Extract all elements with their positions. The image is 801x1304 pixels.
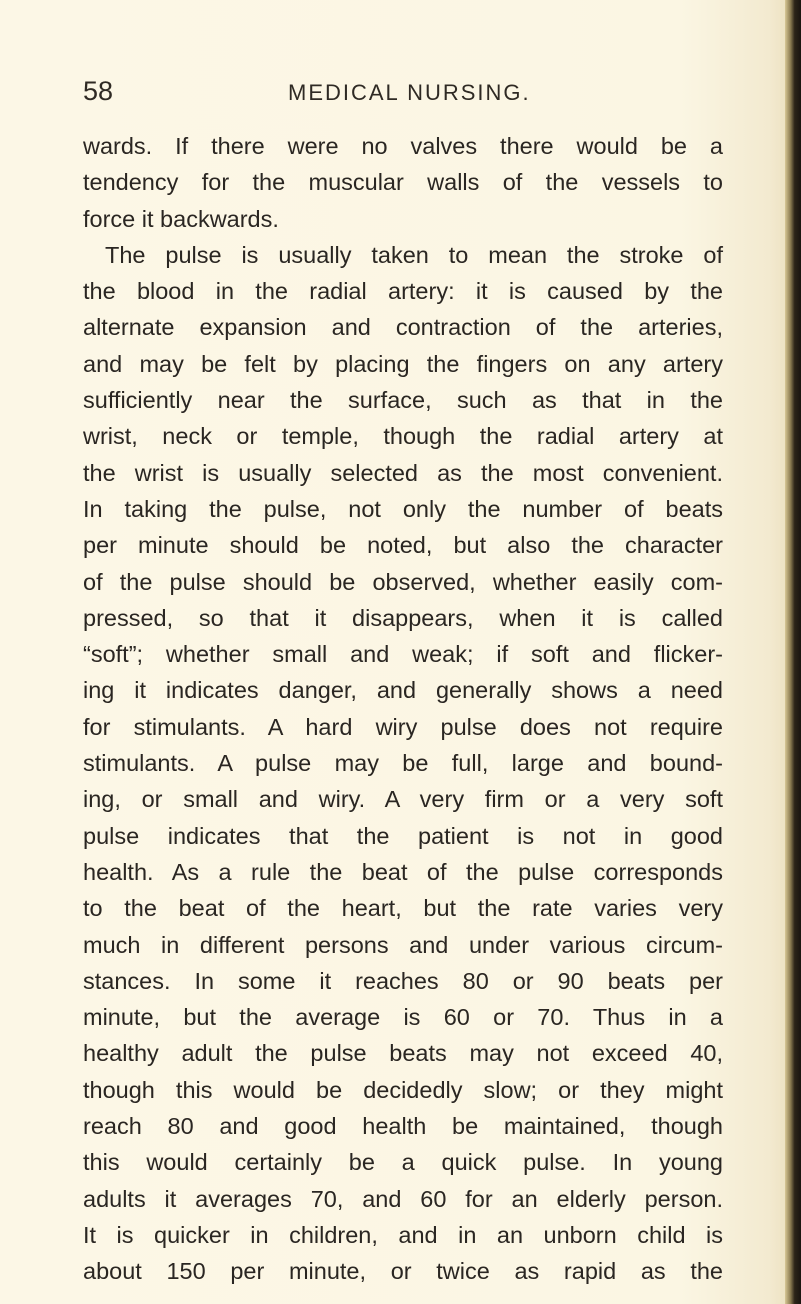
text-line: pressed, so that it disappears, when it is called (83, 604, 723, 631)
text-line: In taking the pulse, not only the number of beats (83, 495, 723, 522)
text-line: though this would be decidedly slow; or they might (83, 1076, 723, 1103)
text-line: the blood in the radial artery: it is caused by the (83, 278, 723, 305)
text-line: to the beat of the heart, but the rate varies very (83, 895, 723, 922)
text-line: about 150 per minute, or twice as rapid as the (83, 1258, 723, 1285)
text-line: per minute should be noted, but also the character (83, 532, 723, 559)
running-head: MEDICAL NURSING. (288, 80, 531, 105)
text-line: stimulants. A pulse may be full, large and bound- (83, 750, 723, 777)
text-line: wrist, neck or temple, though the radial artery at (83, 423, 723, 450)
text-line: and may be felt by placing the fingers on any artery (83, 350, 723, 377)
text-line: for stimulants. A hard wiry pulse does not require (83, 713, 723, 740)
text-line: “soft”; whether small and weak; if soft and flicker- (83, 641, 723, 668)
text-line: healthy adult the pulse beats may not exceed 40, (83, 1040, 723, 1067)
text-line: much in different persons and under various circum- (83, 931, 723, 958)
text-line: minute, but the average is 60 or 70. Thus in a (83, 1004, 723, 1031)
text-line: health. As a rule the beat of the pulse corresponds (83, 858, 723, 885)
text-line: pulse indicates that the patient is not in good (83, 822, 723, 849)
text-line: of the pulse should be observed, whether easily com- (83, 568, 723, 595)
text-line: force it backwards. (83, 205, 279, 232)
page-number: 58 (83, 76, 114, 106)
text-line: ing it indicates danger, and generally shows a need (83, 677, 723, 704)
body-text (83, 128, 723, 1290)
text-line: adults it averages 70, and 60 for an elderly person. (83, 1185, 723, 1212)
text-line: ing, or small and wiry. A very firm or a very soft (83, 786, 723, 813)
text-line: tendency for the muscular walls of the vessels to (83, 169, 723, 196)
text-line: the wrist is usually selected as the most convenient. (83, 459, 723, 486)
text-line: The pulse is usually taken to mean the stroke of (105, 241, 723, 268)
text-line: reach 80 and good health be maintained, though (83, 1113, 723, 1140)
text-line: It is quicker in children, and in an unborn child is (83, 1221, 723, 1248)
page-header (83, 74, 723, 114)
text-line: alternate expansion and contraction of the arteries, (83, 314, 723, 341)
text-line: stances. In some it reaches 80 or 90 beats per (83, 967, 723, 994)
text-line: sufficiently near the surface, such as that in the (83, 387, 723, 414)
page-binding-edge (785, 0, 801, 1304)
text-line: wards. If there were no valves there would be a (83, 133, 723, 159)
text-line: this would certainly be a quick pulse. In young (83, 1149, 723, 1176)
